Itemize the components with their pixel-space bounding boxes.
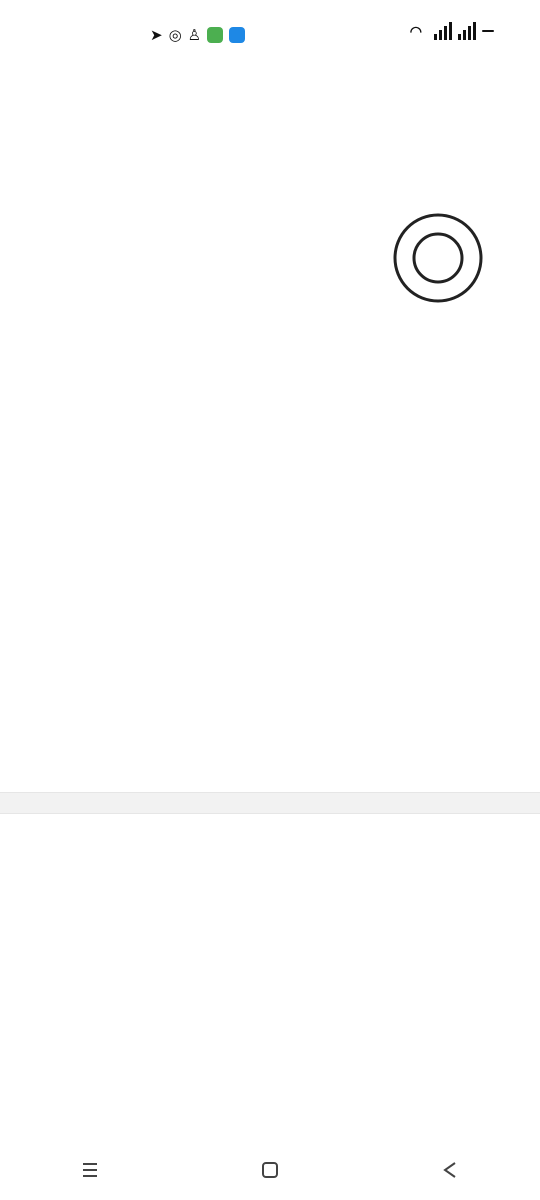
app-blue-icon	[229, 27, 245, 43]
notification-icons	[150, 26, 245, 44]
recent-apps-button[interactable]	[60, 1150, 120, 1190]
chat-icon: ◎	[168, 26, 182, 44]
page-divider	[0, 792, 540, 814]
home-square-icon	[260, 1160, 280, 1180]
app-green-icon	[207, 27, 223, 43]
signal-2-icon	[458, 22, 476, 40]
menu-lines-icon	[80, 1160, 100, 1180]
back-arrow-icon	[440, 1160, 460, 1180]
back-button[interactable]	[420, 1150, 480, 1190]
icc-coaching-stamp	[392, 212, 484, 304]
home-button[interactable]	[240, 1150, 300, 1190]
person-icon: ♙	[187, 26, 202, 44]
signal-1-icon	[434, 22, 452, 40]
wifi-icon: ◠	[409, 22, 422, 39]
system-status	[410, 22, 494, 40]
navigation-arrow-icon: ➤	[150, 26, 163, 44]
status-bar	[0, 0, 540, 52]
navigation-bar	[0, 1140, 540, 1200]
battery-level	[482, 30, 494, 32]
